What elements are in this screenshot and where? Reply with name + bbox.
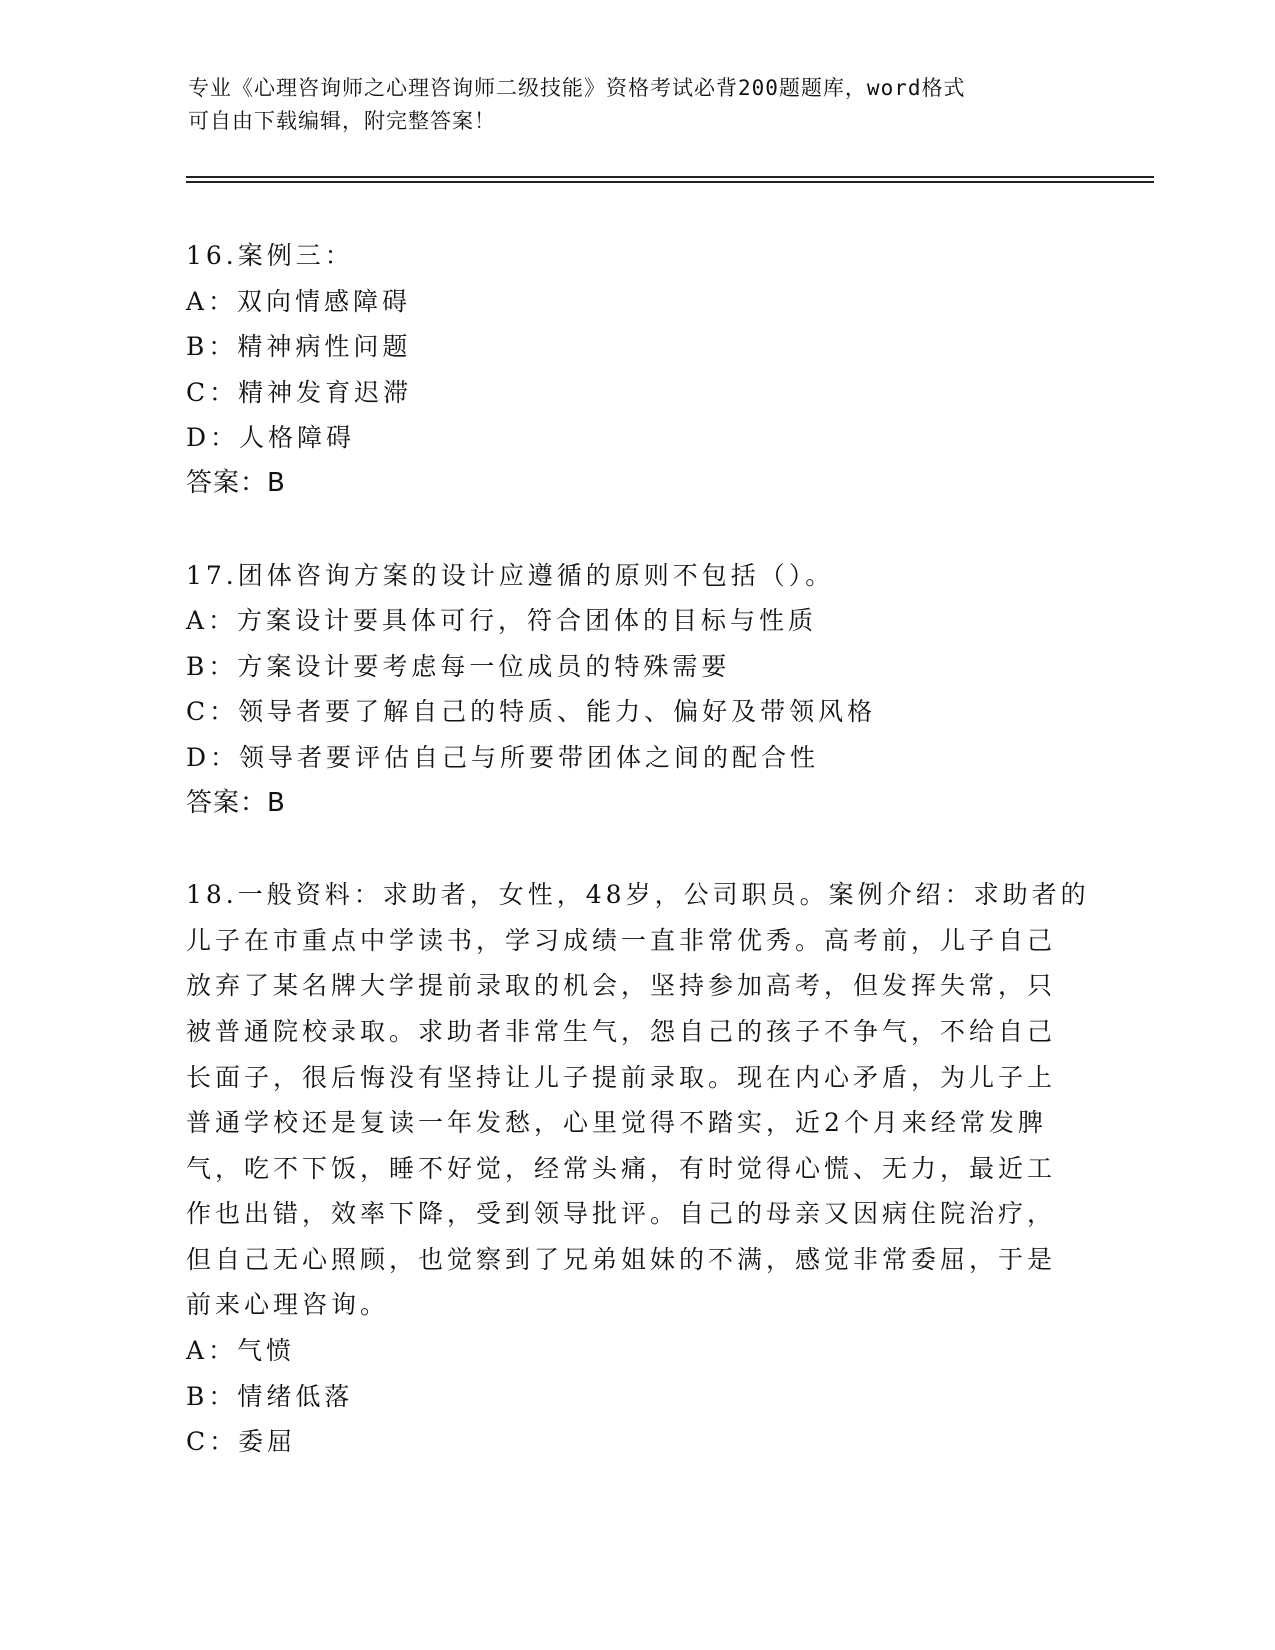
question-18 bbox=[186, 872, 1090, 1465]
option-d: D：人格障碍 bbox=[186, 423, 356, 453]
header-divider-bottom bbox=[186, 181, 1154, 183]
header-divider-top bbox=[186, 176, 1154, 178]
header-line-1: 专业《心理咨询师之心理咨询师二级技能》资格考试必背200题题库，word格式 bbox=[188, 76, 966, 100]
option-c: C：精神发育迟滞 bbox=[186, 377, 413, 407]
option-a: A：方案设计要具体可行，符合团体的目标与性质 bbox=[186, 606, 818, 636]
question-stem: 16.案例三： bbox=[186, 241, 354, 270]
question-stem-line: 前来心理咨询。 bbox=[186, 1290, 390, 1320]
answer: 答案：B bbox=[186, 787, 286, 818]
question-stem-line: 18.一般资料：求助者，女性，48岁，公司职员。案例介绍：求助者的 bbox=[186, 880, 1090, 910]
question-stem-line: 作也出错，效率下降，受到领导批评。自己的母亲又因病住院治疗， bbox=[186, 1199, 1057, 1229]
question-list bbox=[186, 233, 1090, 1511]
header-line-2: 可自由下载编辑，附完整答案！ bbox=[188, 109, 496, 133]
question-stem-line: 但自己无心照顾，也觉察到了兄弟姐妹的不满，感觉非常委屈，于是 bbox=[186, 1244, 1057, 1274]
option-b: B：情绪低落 bbox=[186, 1381, 354, 1411]
question-stem-line: 儿子在市重点中学读书，学习成绩一直非常优秀。高考前，儿子自己 bbox=[186, 925, 1057, 955]
answer: 答案：B bbox=[186, 467, 286, 498]
document-header bbox=[188, 72, 1088, 138]
option-b: B：方案设计要考虑每一位成员的特殊需要 bbox=[186, 651, 731, 681]
question-stem-line: 放弃了某名牌大学提前录取的机会，坚持参加高考，但发挥失常，只 bbox=[186, 971, 1057, 1001]
question-16 bbox=[186, 233, 1086, 507]
option-a: A：气愤 bbox=[186, 1336, 296, 1366]
option-b: B：精神病性问题 bbox=[186, 332, 412, 362]
option-c: C：委屈 bbox=[186, 1427, 297, 1457]
question-stem: 17.团体咨询方案的设计应遵循的原则不包括（）。 bbox=[186, 560, 835, 590]
question-stem-line: 被普通院校录取。求助者非常生气，怨自己的孩子不争气，不给自己 bbox=[186, 1016, 1057, 1046]
question-stem-line: 长面子，很后悔没有坚持让儿子提前录取。现在内心矛盾，为儿子上 bbox=[186, 1062, 1057, 1092]
option-a: A：双向情感障碍 bbox=[186, 286, 412, 316]
question-stem-line: 气，吃不下饭，睡不好觉，经常头痛，有时觉得心慌、无力，最近工 bbox=[186, 1153, 1057, 1183]
question-17 bbox=[186, 553, 1086, 827]
question-stem-line: 普通学校还是复读一年发愁，心里觉得不踏实，近2个月来经常发脾 bbox=[186, 1108, 1047, 1138]
option-c: C：领导者要了解自己的特质、能力、偏好及带领风格 bbox=[186, 697, 877, 727]
option-d: D：领导者要评估自己与所要带团体之间的配合性 bbox=[186, 742, 820, 772]
